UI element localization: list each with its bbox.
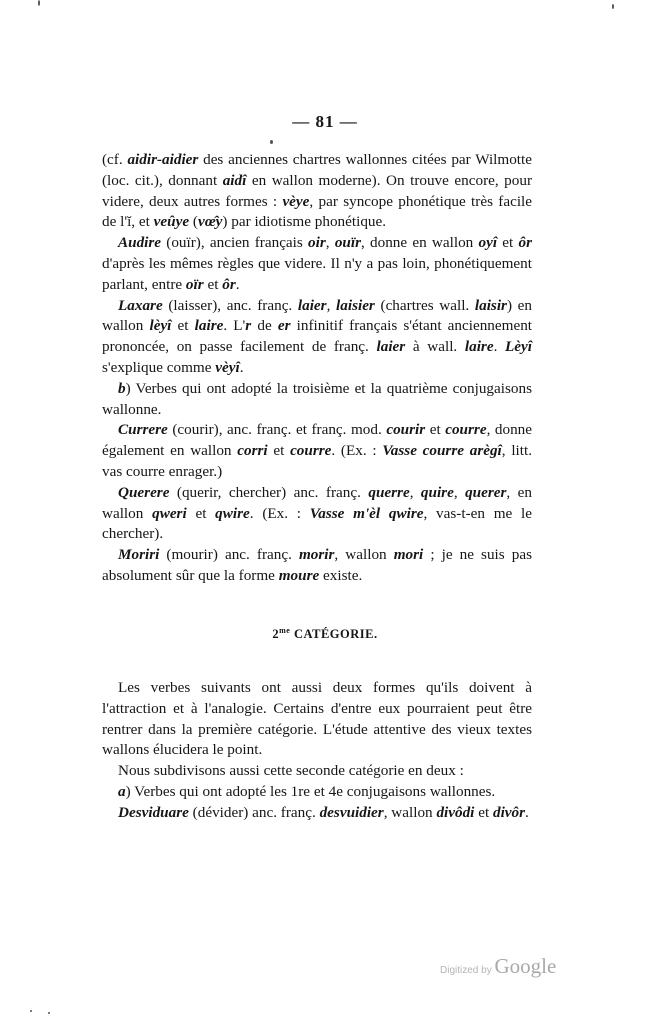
text-run: . L' [223,317,246,335]
italic-term: laire [194,317,224,335]
paragraph [102,296,532,379]
italic-term: courir [386,421,426,439]
text-run: et [267,442,291,460]
italic-term: vèye [282,192,310,210]
body-text-top [102,150,532,587]
text-run: (cf. [102,151,128,168]
text-run: . (Ex. : [331,442,383,460]
italic-term: oyî [478,234,498,252]
text-run: et [186,504,216,522]
text-run: et [474,803,493,821]
italic-term: lèyî [149,317,172,335]
italic-term: laire [464,338,494,356]
text-run: , par syncope phonétique très facile de l'ĭ, et [102,192,533,231]
paragraph [102,150,532,233]
text-run: . [239,358,244,376]
scan-speck [612,4,614,9]
scan-speck [38,0,40,6]
text-run: s'explique comme [102,358,216,376]
paragraph [102,678,532,761]
italic-term: laisier [336,296,375,314]
text-run: ) Verbes qui ont adopté les 1re et 4e conjugaisons wallonnes. [125,782,496,800]
text-run: infinitif français s'étant anciennement prononcée, on passe facilement de franç. [102,317,533,356]
italic-term: ôr [518,234,532,252]
text-run: . (Ex. : [249,504,310,522]
italic-term: aidî [222,171,247,189]
text-run: , donne également en wallon [102,421,533,460]
text-run: de [251,317,278,335]
italic-term: Lèyî [505,338,533,356]
italic-term: quire [420,483,454,501]
text-run: (chartres wall. [374,296,475,314]
scan-speck [270,140,273,144]
italic-term: morir [298,546,335,564]
text-run: et [425,421,446,439]
italic-term: laier [297,296,327,314]
text-run: ( [189,213,198,231]
text-run: (dévider) anc. franç. [188,803,320,821]
section-heading [0,626,650,642]
text-run: (mourir) anc. franç. [159,546,299,564]
text-run: Nous subdivisons aussi cette seconde catégorie en deux : [118,762,464,780]
italic-term: mori [393,546,424,564]
text-run: des anciennes chartres wallonnes citées par Wilmotte (loc. cit.), donnant [102,151,532,189]
italic-term: divôdi [436,803,475,821]
italic-term: veûye [153,213,190,231]
text-run: ; je ne suis pas absolument sûr que la forme [102,546,532,584]
italic-term: querre [368,483,410,501]
italic-term: vœ̂y [197,213,223,231]
italic-term: Querere [118,483,170,501]
text-run: , en wallon [102,483,532,522]
google-logo: Google [494,954,557,978]
italic-term: vèyî [215,358,240,376]
text-run: , wallon [383,803,437,821]
text-run: , [326,296,337,314]
section-heading-title: CATÉGORIE. [290,627,378,642]
text-run: , [325,234,335,252]
italic-term: courre [445,421,487,439]
text-run: en wallon moderne). On trouve encore, pour videre, deux autres formes : [102,171,533,210]
paragraph [102,761,532,782]
italic-term: laier [376,338,406,356]
text-run: existe. [319,566,363,584]
paragraph [102,420,532,482]
italic-term: Laxare [118,296,163,314]
italic-term: ôr [222,275,236,293]
italic-term: querer [465,483,507,501]
text-run: et [203,275,223,293]
digitized-by-google-watermark [440,954,556,979]
italic-term: desvuidier [319,803,384,821]
italic-term: courre [290,442,332,460]
scan-speck [30,1010,32,1012]
italic-term: moure [278,566,320,584]
italic-term: qwire [215,504,250,522]
italic-term: r [245,317,252,335]
italic-term: divôr [492,803,526,821]
italic-term: Desviduare [118,803,189,821]
text-run: , donne en wallon [360,234,479,252]
text-run: d'après les mêmes règles que videre. Il n'y a pas loin, phonétiquement parlant, entre [102,254,532,293]
text-run: , [453,483,466,501]
text-run: (ouïr), ancien français [161,234,309,252]
italic-term: b [118,379,126,397]
text-run: . [493,338,506,356]
paragraph [102,545,532,587]
italic-term: er [277,317,291,335]
italic-term: Moriri [118,546,160,564]
text-run: ) en wallon [102,296,532,335]
paragraph [102,483,532,545]
text-run: , litt. vas courre enrager.) [102,442,532,480]
italic-term: corri [237,442,268,460]
text-run: . [525,803,529,821]
text-run: (courir), anc. franç. et franç. mod. [167,421,387,439]
text-run: (querir, chercher) anc. franç. [169,483,369,501]
paragraph [102,782,532,803]
italic-term: qweri [152,504,187,522]
body-text-bottom [102,678,532,824]
page-number: — 81 — [292,112,358,131]
text-run: , wallon [334,546,394,564]
text-run: et [497,234,519,252]
text-run: . [235,275,240,293]
italic-term: a [118,782,126,800]
italic-term: ouïr [334,234,361,252]
paragraph [102,803,532,824]
italic-term: oïr [185,275,204,293]
italic-term: laisir [474,296,507,314]
italic-term: oir [308,234,326,252]
text-run: Les verbes suivants ont aussi deux formes qu'ils doivent à l'attraction et à l'analogie. Certains d'entre eux pourraient peut être rentrer dans la première catégorie. L'étude attentive des vieux textes wallons élucidera le point. [102,679,532,759]
text-run: , vas-t-en me le chercher). [102,504,532,543]
text-run: , [409,483,421,501]
paragraph [102,379,532,421]
italic-term: Vasse m'èl qwire [309,504,424,522]
italic-term: aidir-aidier [127,151,199,168]
section-heading-number: 2 [272,627,280,642]
italic-term: Audire [118,234,162,252]
text-run: et [171,317,195,335]
text-run: ) Verbes qui ont adopté la troisième et la quatrième conjugaisons wallonne. [102,379,532,418]
italic-term: Currere [118,421,168,439]
text-run: à wall. [405,338,465,356]
digitized-by-label: Digitized by [440,965,495,976]
text-run: ) par idiotisme phonétique. [222,213,387,231]
section-heading-ordinal: me [279,626,291,635]
italic-term: Vasse courre arègî [382,442,502,460]
paragraph [102,233,532,295]
scan-speck [48,1012,50,1014]
text-run: (laisser), anc. franç. [162,296,298,314]
